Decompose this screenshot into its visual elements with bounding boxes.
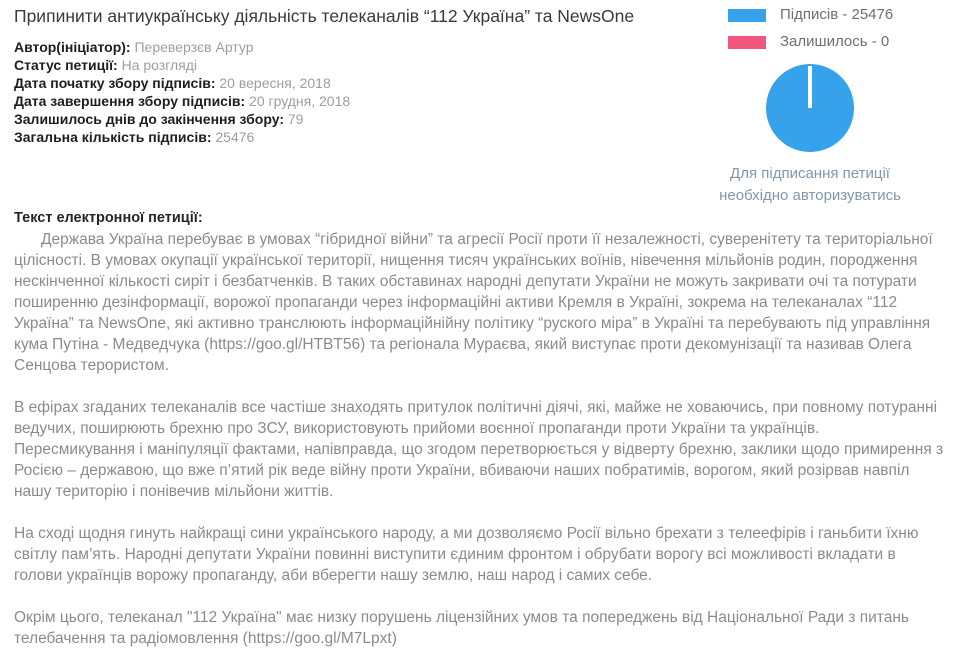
signatures-chart-panel (690, 0, 930, 207)
legend-item-remaining[interactable] (728, 33, 930, 51)
chart-legend (728, 6, 930, 51)
meta-value: 20 вересня, 2018 (219, 75, 331, 91)
meta-label: Автор(ініціатор): (14, 39, 131, 55)
authorize-to-sign-link[interactable]: Для підписання петиції необхідно авторизуватись (719, 165, 901, 204)
meta-label: Залишилось днів до закінчення збору: (14, 111, 284, 127)
meta-value: 20 грудня, 2018 (249, 93, 351, 109)
legend-label: Підписів - 25476 (780, 6, 894, 23)
legend-swatch-pink (728, 36, 766, 49)
meta-value: 25476 (215, 129, 255, 145)
petition-paragraph: На сході щодня гинуть найкращі сини українського народу, а ми дозволяємо Росії вільно брехати з телеефірів і ганьбити їхню світлу пам’ять. Народні депутати України повинні виступити єдиним фронтом і обрубати ворогу всі можливості вкладати в голови українців ворожу пропаганду, аби вберегти нашу землю, наш народ і самих себе. (14, 525, 919, 584)
petition-paragraph: Окрім цього, телеканал "112 Україна" має низку порушень ліцензійних умов та попереджень від Національної Ради з питань телебачення та радіомовлення (https://goo.gl/M7Lpxt) (14, 609, 909, 647)
legend-item-signatures[interactable] (728, 6, 930, 24)
legend-swatch-blue (728, 9, 766, 22)
petition-paragraph: В ефірах згаданих телеканалів все частіше знаходять притулок політичні діячі, які, майже не ховаючись, при повному потуранні ведучих, поширюють брехню про ЗСУ, використовують прийоми воєнної пропаганди проти України та українців. Пересмикування і маніпуляції фактами, напівправда, що згодом перетворюється у відверту брехню, заклики щодо примирення з Росією – державою, що вже п’ятий рік веде війну проти України, вбиваючи наших побратимів, ворогом, який розірвав навпіл нашу територію і понівечив мільйони життів. (14, 399, 944, 500)
meta-label: Дата завершення збору підписів: (14, 93, 246, 109)
page-title: Припинити антиукраїнську діяльність телеканалів “112 Україна” та NewsOne (14, 6, 635, 26)
legend-label: Залишилось - 0 (780, 33, 890, 50)
meta-label: Дата початку збору підписів: (14, 75, 216, 91)
petition-paragraph: Держава Україна перебуває в умовах “гібридної війни” та агресії Росії проти її незалежності, суверенітету та територіальної цілісності. В умовах окупації української території, нищення тисяч українських воїнів, нівечення мільйонів родин, породження нескінченної кількості сиріт і безбатченків. В таких обставинах народні депутати України не можуть закривати очі та потурати поширенню дезінформації, ворожої пропаганди через інформаційні активи Кремля в Україні, зокрема на телеканалах “112 Україна” та NewsOne, які активно транслюють інформаційнійну політику “руского міра” в Україні та перебувають під управління кума Путіна - Медведчука (https://goo.gl/HTBT56) та регіонала Мураєва, який виступає проти декомунізації та називав Олега Сенцова терористом. (14, 231, 933, 374)
meta-label: Статус петиції: (14, 57, 118, 73)
pie-chart-svg (766, 64, 854, 152)
meta-value: Переверзєв Артур (134, 39, 254, 55)
petition-text-section (14, 208, 944, 649)
meta-label: Загальна кількість підписів: (14, 129, 212, 145)
signatures-pie-chart (766, 64, 854, 152)
petition-text-heading: Текст електронної петиції: (14, 210, 203, 226)
meta-value: 79 (287, 111, 304, 127)
meta-value: На розгляді (121, 57, 198, 73)
